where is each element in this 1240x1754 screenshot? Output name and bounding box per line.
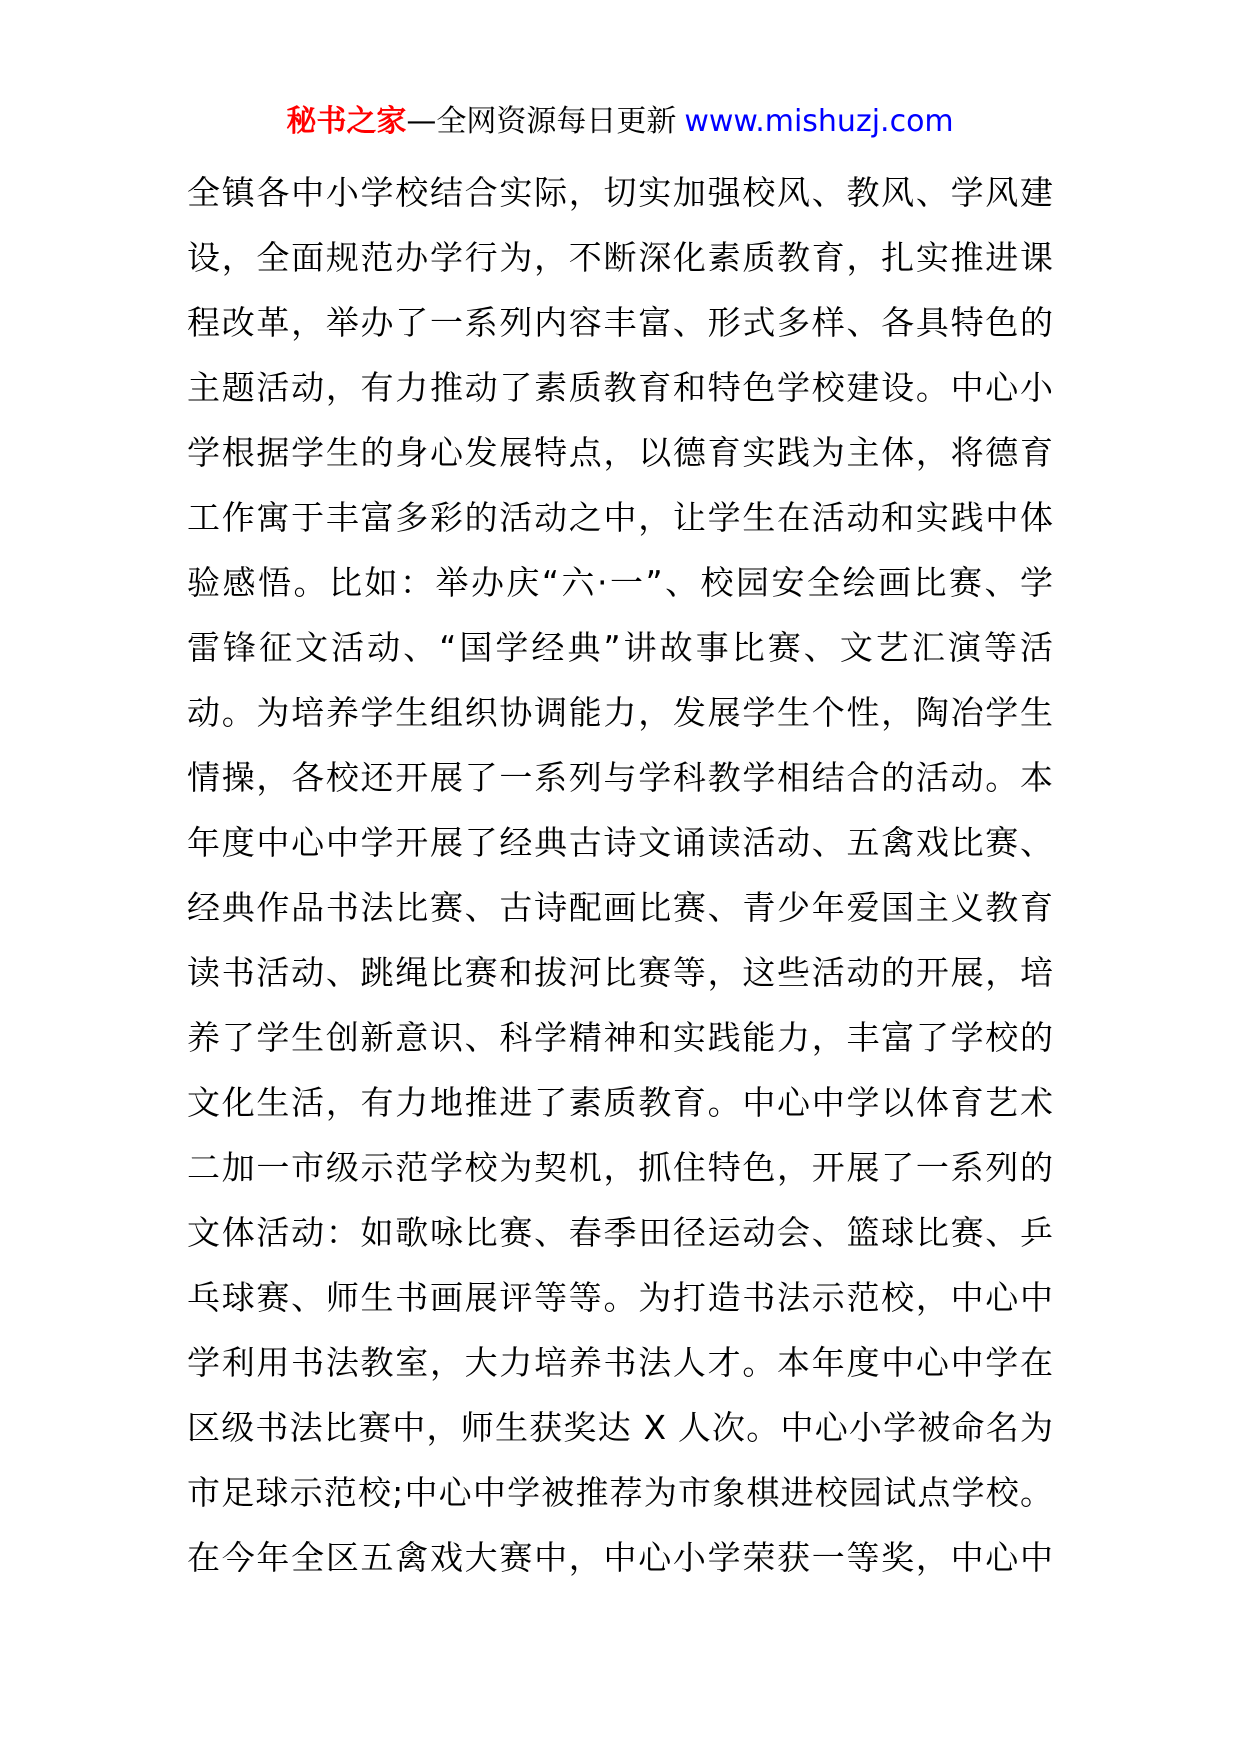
header-tagline: —全网资源每日更新 — [406, 104, 677, 139]
text-line: 区级书法比赛中，师生获奖达 X 人次。中心小学被命名为 — [187, 1408, 1053, 1447]
brand-name: 秘书之家 — [286, 104, 407, 139]
text-line: 情操，各校还开展了一系列与学科教学相结合的活动。本 — [187, 758, 1053, 797]
text-line: 文体活动：如歌咏比赛、春季田径运动会、篮球比赛、乒 — [187, 1213, 1053, 1252]
text-line: 雷锋征文活动、“国学经典”讲故事比赛、文艺汇演等活 — [187, 628, 1053, 667]
text-line: 学利用书法教室，大力培养书法人才。本年度中心中学在 — [187, 1343, 1053, 1382]
text-line: 乓球赛、师生书画展评等等。为打造书法示范校，中心中 — [187, 1278, 1053, 1317]
text-line: 养了学生创新意识、科学精神和实践能力，丰富了学校的 — [187, 1018, 1053, 1057]
text-line: 文化生活，有力地推进了素质教育。中心中学以体育艺术 — [187, 1083, 1053, 1122]
text-line: 设，全面规范办学行为，不断深化素质教育，扎实推进课 — [187, 238, 1053, 277]
text-line: 验感悟。比如：举办庆“六·一”、校园安全绘画比赛、学 — [187, 563, 1053, 602]
text-line: 二加一市级示范学校为契机，抓住特色，开展了一系列的 — [187, 1148, 1053, 1187]
text-line: 在今年全区五禽戏大赛中，中心小学荣获一等奖，中心中 — [187, 1538, 1053, 1577]
text-line: 学根据学生的身心发展特点，以德育实践为主体，将德育 — [187, 433, 1053, 472]
text-line: 动。为培养学生组织协调能力，发展学生个性，陶冶学生 — [187, 693, 1053, 732]
text-line: 经典作品书法比赛、古诗配画比赛、青少年爱国主义教育 — [187, 888, 1053, 927]
site-url-link[interactable]: www.mishuzj.com — [684, 104, 954, 139]
text-line: 工作寓于丰富多彩的活动之中，让学生在活动和实践中体 — [187, 498, 1053, 537]
text-line: 程改革，举办了一系列内容丰富、形式多样、各具特色的 — [187, 303, 1053, 342]
text-line: 全镇各中小学校结合实际，切实加强校风、教风、学风建 — [187, 173, 1053, 212]
body-paragraph — [187, 160, 1053, 1590]
page-header — [0, 102, 1240, 142]
text-line: 主题活动，有力推动了素质教育和特色学校建设。中心小 — [187, 368, 1053, 407]
text-line: 读书活动、跳绳比赛和拔河比赛等，这些活动的开展，培 — [187, 953, 1053, 992]
text-line: 年度中心中学开展了经典古诗文诵读活动、五禽戏比赛、 — [187, 823, 1053, 862]
text-line: 市足球示范校;中心中学被推荐为市象棋进校园试点学校。 — [187, 1473, 1053, 1512]
